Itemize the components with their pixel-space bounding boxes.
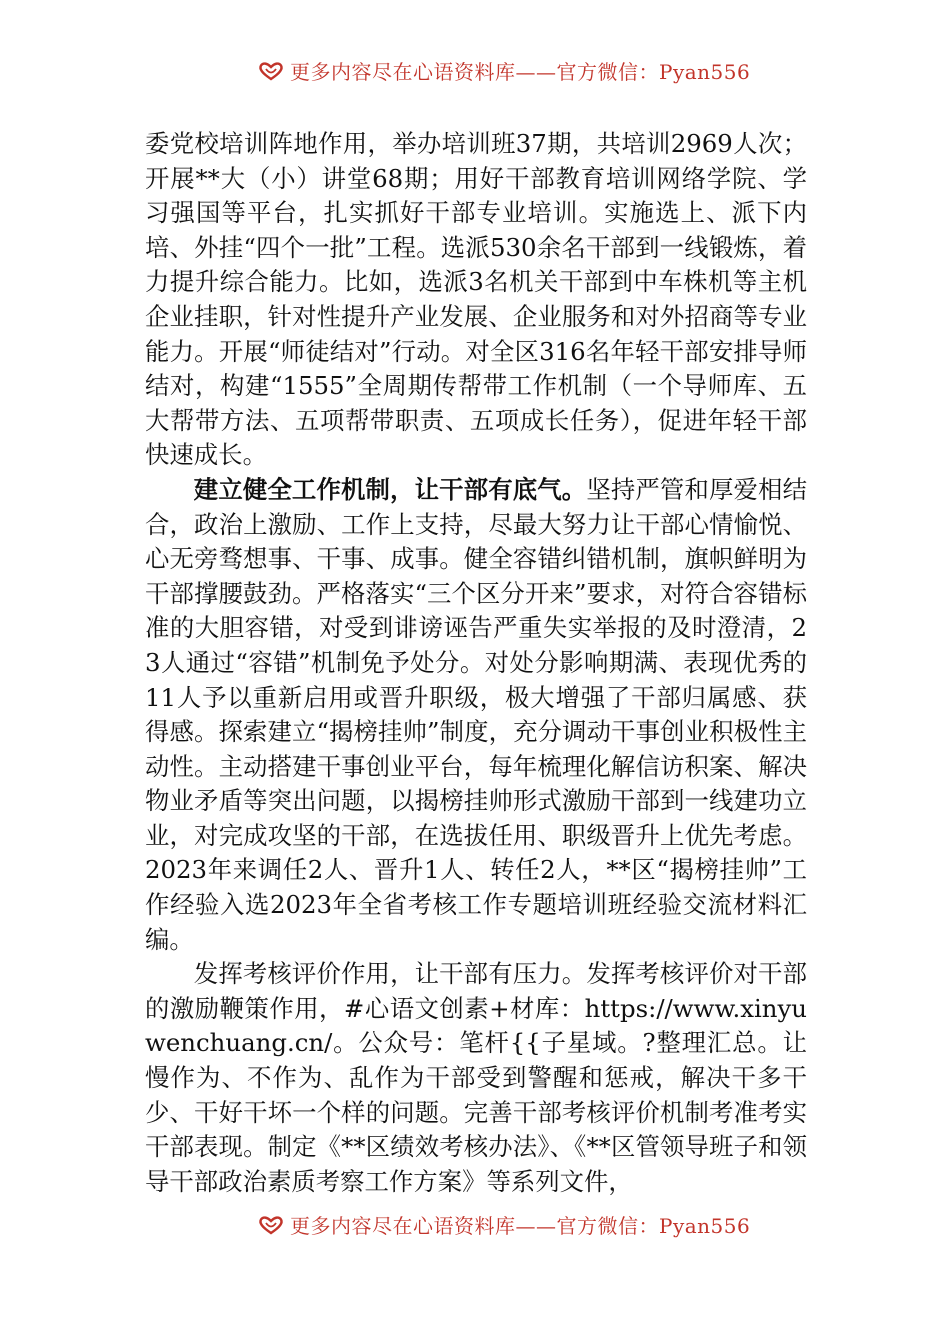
paragraph-3 (145, 957, 807, 1199)
footer-watermark (0, 1200, 950, 1240)
paragraph-1-text: 委党校培训阵地作用，举办培训班37期，共培训2969人次；开展**大（小）讲堂68期；用好干部教育培训网络学院、学习强国等平台，扎实抓好干部专业培训。实施选上、派下内培、外挂“四个一批”工程。选派530余名干部到一线锻炼，着力提升综合能力。比如，选派3名机关干部到中车株机等主机企业挂职，针对性提升产业发展、企业服务和对外招商等专业能力。开展“师徒结对”行动。对全区316名年轻干部安排导师结对，构建“1555”全周期传帮带工作机制（一个导师库、五大帮带方法、五项帮带职责、五项成长任务），促进年轻干部快速成长。 (145, 129, 807, 470)
paragraph-2-heading: 建立健全工作机制，让干部有底气。 (193, 474, 587, 504)
paragraph-2-text: 坚持严管和厚爱相结合，政治上激励、工作上支持，尽最大努力让干部心情愉悦、心无旁骛想事、干事、成事。健全容错纠错机制，旗帜鲜明为干部撑腰鼓劲。严格落实“三个区分开来”要求，对符合容错标准的大胆容错，对受到诽谤诬告严重失实举报的及时澄清，23人通过“容错”机制免予处分。对处分影响期满、表现优秀的11人予以重新启用或晋升职级，极大增强了干部归属感、获得感。探索建立“揭榜挂帅”制度，充分调动干事创业积极性主动性。主动搭建干事创业平台，每年梳理化解信访积案、解决物业矛盾等突出问题，以揭榜挂帅形式激励干部到一线建功立业，对完成攻坚的干部，在选拔任用、职级晋升上优先考虑。2023年来调任2人、晋升1人、转任2人，**区“揭榜挂帅”工作经验入选2023年全省考核工作专题培训班经验交流材料汇编。 (145, 474, 807, 954)
watermark-text: 更多内容尽在心语资料库——官方微信：Pyan556 (290, 60, 751, 84)
heart-logo-icon (258, 1215, 284, 1235)
header-watermark (0, 46, 950, 86)
heart-logo-icon (258, 61, 284, 81)
paragraph-1 (145, 127, 807, 473)
paragraph-2 (145, 473, 807, 957)
watermark-text: 更多内容尽在心语资料库——官方微信：Pyan556 (290, 1214, 751, 1238)
document-body (145, 127, 807, 1199)
paragraph-3-text: 发挥考核评价作用，让干部有压力。发挥考核评价对干部的激励鞭策作用，#心语文创素+材库：https://www.xinyuwenchuang.cn/。公众号：笔杆{{子星域。?整理汇总。让慢作为、不作为、乱作为干部受到警醒和惩戒，解决干多干少、干好干坏一个样的问题。完善干部考核评价机制考准考实干部表现。制定《**区绩效考核办法》、《**区管领导班子和领导干部政治素质考察工作方案》等系列文件， (145, 959, 807, 1196)
